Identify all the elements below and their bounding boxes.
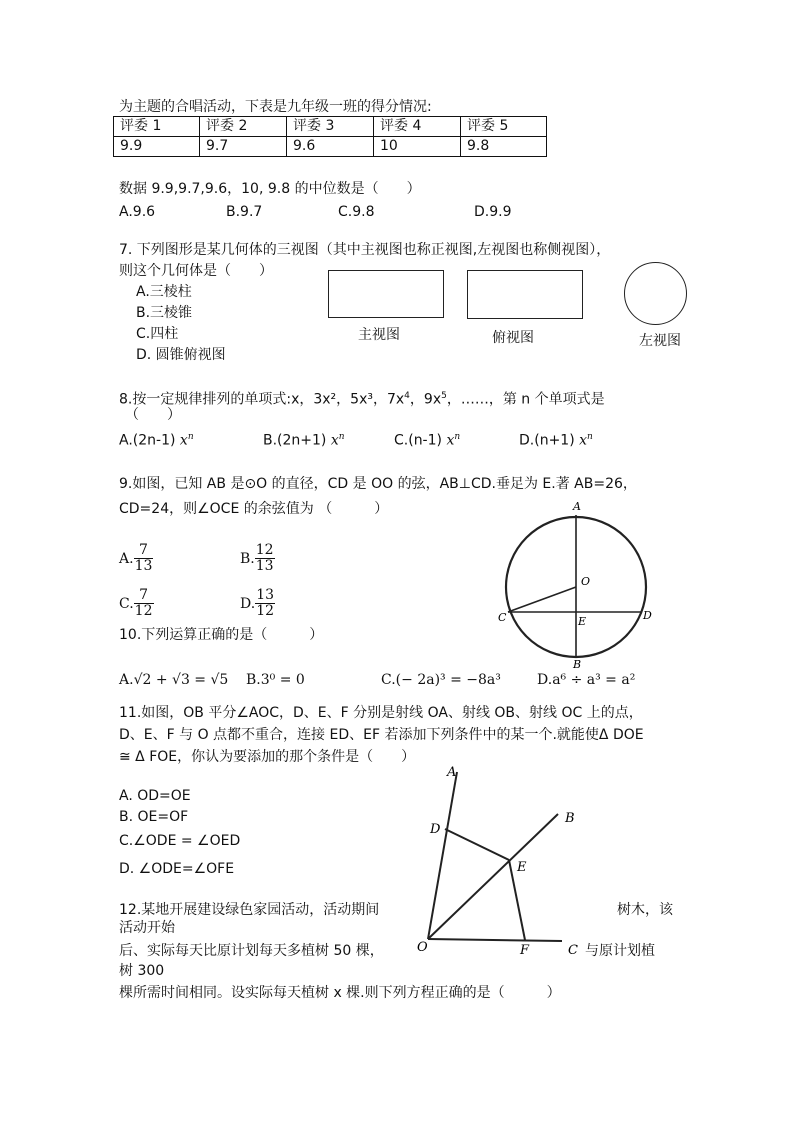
q9-option-label: B. — [240, 550, 255, 567]
q10-option-b — [246, 671, 305, 689]
fraction — [134, 543, 154, 574]
top-view-label: 俯视图 — [492, 330, 534, 346]
table-header-cell: 评委 3 — [287, 117, 374, 137]
q11-option-d: D. ∠ODE=∠OFE — [119, 861, 235, 877]
q8-option-exp: n — [338, 432, 345, 442]
q6-stem: 数据 9.9,9.7,9.6，10, 9.8 的中位数是（ ） — [119, 181, 421, 197]
q8-sup-4: 4 — [404, 391, 410, 401]
numerator: 7 — [134, 543, 154, 559]
q10-option-label: B. — [246, 672, 261, 688]
q9-option-a — [119, 543, 153, 574]
q7-option-b: B.三棱锥 — [136, 305, 193, 321]
q11-option-c: C.∠ODE = ∠OED — [119, 833, 241, 849]
label-a: A — [573, 500, 581, 513]
q7-option-c: C.四柱 — [136, 326, 179, 342]
q10-option-label: A. — [119, 672, 134, 688]
label-e: E — [578, 615, 587, 628]
q10-option-expr: 3⁰ = 0 — [260, 672, 305, 688]
score-table — [113, 116, 547, 157]
fraction — [255, 588, 275, 619]
label-e: E — [517, 860, 527, 875]
q11-option-b: B. OE=OF — [119, 809, 189, 825]
side-view-circle — [624, 262, 687, 325]
label-o: O — [417, 940, 428, 955]
q12-line1-left: 12.某地开展建设绿色家园活动，活动期间 — [119, 902, 380, 918]
table-header-cell: 评委 1 — [114, 117, 200, 137]
q10-option-expr: (− 2a)³ = −8a³ — [395, 672, 501, 688]
table-cell: 10 — [374, 137, 461, 157]
q8-option-var: x — [446, 432, 455, 449]
q9-stem-line2: CD=24，则∠OCE 的余弦值为 （ ） — [119, 501, 389, 517]
q9-option-c — [119, 588, 154, 619]
denominator: 12 — [134, 603, 153, 619]
q11-stem-line3: ≅ Δ FOE，你认为要添加的那个条件是（ ） — [119, 749, 416, 765]
q9-option-label: A. — [119, 550, 134, 567]
denominator: 13 — [134, 558, 153, 574]
fraction — [134, 588, 154, 619]
q8-option-exp: n — [587, 432, 593, 442]
numerator: 12 — [255, 542, 274, 558]
q8-bracket: （ ） — [125, 407, 181, 423]
q11-stem-line1: 11.如图，OB 平分∠AOC，D、E、F 分别是射线 OA、射线 OB、射线 OC 上的点， — [119, 705, 643, 721]
label-d: D — [430, 822, 441, 837]
q12-line3-left: 后、实际每天比原计划每天多植树 50 棵， — [119, 943, 384, 959]
q7-stem-line2: 则这个几何体是（ ） — [119, 263, 273, 279]
segment-oc — [508, 587, 576, 612]
q8-option-var: x — [179, 432, 188, 449]
q8-stem-end: ，……，第 n 个单项式是 — [446, 391, 605, 408]
q9-option-label: D. — [240, 595, 256, 612]
q8-option-label: B.(2n+1) — [263, 432, 327, 449]
q11-stem-line2: D、E、F 与 O 点都不重合，连接 ED、EF 若添加下列条件中的某一个.就能使Δ DOE — [119, 727, 644, 743]
side-view-label: 左视图 — [639, 333, 681, 349]
table-cell: 9.7 — [200, 137, 287, 157]
q7-option-d: D. 圆锥俯视图 — [136, 347, 226, 363]
q12-line4: 树 300 — [119, 963, 165, 979]
table-header-cell: 评委 5 — [461, 117, 547, 137]
q12-line3-right: 与原计划植 — [585, 943, 655, 959]
label-b: B — [565, 811, 575, 826]
q9-option-label: C. — [119, 595, 134, 612]
q10-option-expr: a⁶ ÷ a³ = a² — [552, 672, 636, 688]
table-cell: 9.6 — [287, 137, 374, 157]
table-cell: 9.8 — [461, 137, 547, 157]
front-view-label: 主视图 — [358, 327, 400, 343]
q8-sup-5: 5 — [441, 391, 447, 401]
q7-stem-line1: 7. 下列图形是某几何体的三视图（其中主视图也称正视图,左视图也称侧视图）， — [119, 242, 611, 258]
q10-option-label: D. — [537, 672, 553, 688]
q12-line1-right: 树木，该 — [617, 902, 673, 918]
figure-backdrop — [426, 860, 586, 942]
q6-option-a: A.9.6 — [119, 204, 156, 220]
label-b: B — [573, 658, 582, 671]
label-c: C — [498, 611, 507, 624]
q8-stem — [119, 387, 605, 409]
numerator: 13 — [256, 587, 275, 603]
denominator: 12 — [256, 603, 275, 619]
q8-option-label: C.(n-1) — [394, 432, 442, 449]
q8-option-label: D.(n+1) — [519, 432, 575, 449]
q10-option-expr: √2 + √3 = √5 — [133, 672, 229, 688]
q9-stem-line1: 9.如图，已知 AB 是⊙O 的直径，CD 是 OO 的弦，AB⊥CD.垂足为 E.著 AB=26， — [119, 476, 637, 492]
q8-stem-mid: ，9x — [409, 391, 442, 408]
q8-option-exp: n — [187, 432, 194, 442]
label-f: F — [520, 943, 530, 958]
q8-option-exp: n — [454, 432, 461, 442]
q10-option-c — [381, 671, 501, 689]
angle-figure — [412, 764, 588, 960]
q8-option-d — [519, 428, 593, 450]
q8-option-var: x — [330, 432, 339, 449]
q8-option-label: A.(2n-1) — [119, 432, 176, 449]
q6-option-c: C.9.8 — [338, 204, 375, 220]
q9-option-b — [240, 543, 275, 574]
table-header-row — [114, 117, 547, 137]
q12-line5: 棵所需时间相同。设实际每天植树 x 棵.则下列方程正确的是（ ） — [119, 985, 561, 1001]
front-view-rectangle — [328, 270, 444, 318]
table-header-cell: 评委 2 — [200, 117, 287, 137]
fraction — [255, 543, 275, 574]
q10-option-d — [537, 671, 635, 689]
q8-option-a — [119, 428, 194, 450]
q12-line2: 活动开始 — [119, 920, 175, 936]
q8-option-b — [263, 428, 345, 450]
circle-figure — [484, 497, 664, 673]
q8-option-var: x — [579, 432, 588, 449]
intro-text: 为主题的合唱活动，下表是九年级一班的得分情况: — [119, 99, 432, 115]
table-cell: 9.9 — [114, 137, 200, 157]
q11-option-a: A. OD=OE — [119, 788, 191, 804]
denominator: 13 — [255, 558, 274, 574]
segment-de — [445, 829, 509, 860]
table-header-cell: 评委 4 — [374, 117, 461, 137]
q8-option-c — [394, 428, 460, 450]
q8-stem-start: 8.按一定规律排列的单项式:x，3x²，5x³，7x — [119, 391, 405, 408]
table-row — [114, 137, 547, 157]
label-c: C — [568, 943, 578, 958]
q6-option-b: B.9.7 — [226, 204, 263, 220]
q10-stem: 10.下列运算正确的是（ ） — [119, 627, 324, 643]
label-o: O — [581, 575, 591, 588]
q10-option-label: C. — [381, 672, 396, 688]
label-d: D — [643, 609, 652, 622]
q6-option-d: D.9.9 — [474, 204, 512, 220]
numerator: 7 — [134, 588, 154, 604]
top-view-rectangle — [467, 270, 583, 319]
q10-option-a — [119, 671, 228, 689]
label-a: A — [447, 765, 457, 780]
q7-option-a: A.三棱柱 — [136, 284, 192, 300]
q9-option-d — [240, 588, 275, 619]
